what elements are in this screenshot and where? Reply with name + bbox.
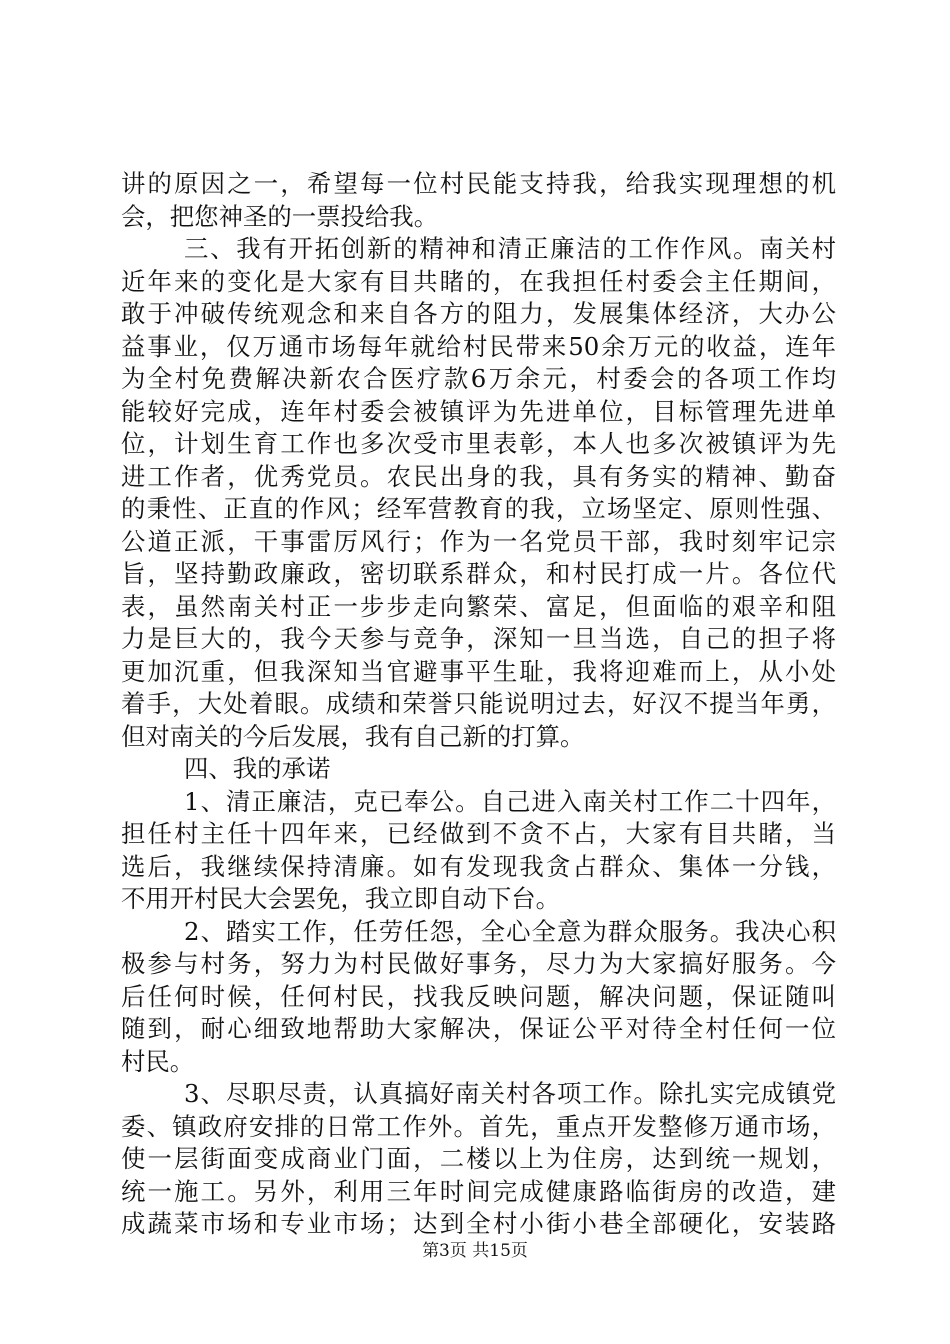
- text-line: 能较好完成，连年村委会被镇评为先进单位，目标管理先进单: [121, 396, 836, 426]
- text-line: 成蔬菜市场和专业市场；达到全村小街小巷全部硬化，安装路: [121, 1209, 836, 1238]
- text-line: 1、清正廉洁，克已奉公。自己进入南关村工作二十四年，: [184, 786, 836, 816]
- text-line: 随到，耐心细致地帮助大家解决，保证公平对待全村任何一位: [121, 1014, 836, 1043]
- text-line: 益事业，仅万通市场每年就给村民带来50余万元的收益，连年: [121, 331, 836, 361]
- text-line: 讲的原因之一，希望每一位村民能支持我，给我实现理想的机: [121, 169, 836, 198]
- page-number-footer: 第3页 共15页: [422, 1241, 528, 1261]
- text-line: 更加沉重，但我深知当官避事平生耻，我将迎难而上，从小处: [121, 656, 836, 686]
- text-line: 公道正派，干事雷厉风行；作为一名党员干部，我时刻牢记宗: [121, 526, 836, 556]
- text-line: 统一施工。另外，利用三年时间完成健康路临街房的改造，建: [121, 1176, 836, 1206]
- text-line: 表，虽然南关村正一步步走向繁荣、富足，但面临的艰辛和阻: [121, 591, 836, 621]
- text-line: 后任何时候，任何村民，找我反映问题，解决问题，保证随叫: [121, 981, 836, 1011]
- text-line: 村民。: [121, 1046, 195, 1076]
- text-line: 旨，坚持勤政廉政，密切联系群众，和村民打成一片。各位代: [121, 559, 836, 588]
- text-line: 委、镇政府安排的日常工作外。首先，重点开发整修万通市场，: [121, 1111, 836, 1141]
- text-line: 为全村免费解决新农合医疗款6万余元，村委会的各项工作均: [121, 364, 836, 393]
- section-heading: 四、我的承诺: [184, 754, 331, 783]
- text-line: 使一层街面变成商业门面，二楼以上为住房，达到统一规划，: [121, 1144, 836, 1173]
- text-line: 但对南关的今后发展，我有自己新的打算。: [121, 721, 585, 751]
- text-line: 选后，我继续保持清廉。如有发现我贪占群众、集体一分钱，: [121, 851, 836, 881]
- text-line: 力是巨大的，我今天参与竞争，深知一旦当选，自己的担子将: [121, 624, 836, 653]
- text-line: 敢于冲破传统观念和来自各方的阻力，发展集体经济，大办公: [121, 299, 836, 328]
- text-line: 的秉性、正直的作风；经军营教育的我，立场坚定、原则性强、: [121, 494, 836, 523]
- text-line: 会，把您神圣的一票投给我。: [121, 201, 439, 231]
- text-line: 三、我有开拓创新的精神和清正廉洁的工作作风。南关村: [184, 234, 836, 263]
- text-line: 担任村主任十四年来，已经做到不贪不占，大家有目共睹，当: [121, 819, 836, 848]
- text-line: 3、尽职尽责，认真搞好南关村各项工作。除扎实完成镇党: [184, 1079, 836, 1108]
- text-line: 近年来的变化是大家有目共睹的，在我担任村委会主任期间，: [121, 266, 836, 296]
- text-line: 极参与村务，努力为村民做好事务，尽力为大家搞好服务。今: [121, 949, 836, 978]
- text-line: 2、踏实工作，任劳任怨，全心全意为群众服务。我决心积: [184, 916, 836, 946]
- text-line: 位，计划生育工作也多次受市里表彰，本人也多次被镇评为先: [121, 429, 836, 458]
- document-body: [121, 168, 836, 1241]
- text-line: 进工作者，优秀党员。农民出身的我，具有务实的精神、勤奋: [121, 461, 836, 491]
- text-line: 着手，大处着眼。成绩和荣誉只能说明过去，好汉不提当年勇，: [121, 689, 836, 718]
- text-line: 不用开村民大会罢免，我立即自动下台。: [121, 884, 561, 913]
